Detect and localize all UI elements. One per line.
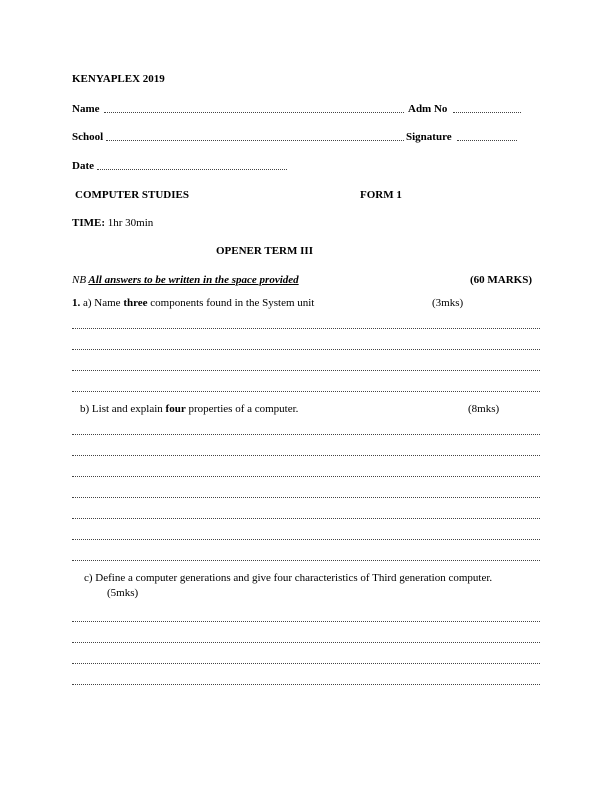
time-label: TIME: bbox=[72, 217, 105, 229]
form-label: FORM 1 bbox=[360, 189, 402, 201]
answer-line[interactable] bbox=[72, 538, 540, 540]
question-1b: b) List and explain four properties of a computer. bbox=[80, 403, 299, 415]
question-1c-marks: (5mks) bbox=[107, 587, 139, 599]
answer-line[interactable] bbox=[72, 327, 540, 329]
question-1a-marks: (3mks) bbox=[432, 297, 464, 309]
answer-line[interactable] bbox=[72, 454, 540, 456]
answer-line[interactable] bbox=[72, 433, 540, 435]
time-value: 1hr 30min bbox=[107, 217, 154, 229]
date-label: Date bbox=[72, 160, 94, 172]
signature-label: Signature bbox=[406, 131, 452, 143]
name-label: Name bbox=[72, 103, 100, 115]
answer-line[interactable] bbox=[72, 517, 540, 519]
answer-line[interactable] bbox=[72, 369, 540, 371]
answer-line[interactable] bbox=[72, 496, 540, 498]
adm-field[interactable] bbox=[453, 111, 521, 113]
question-1b-marks: (8mks) bbox=[468, 403, 500, 415]
answer-line[interactable] bbox=[72, 559, 540, 561]
instructions-text: All answers to be written in the space provided bbox=[88, 274, 299, 286]
instructions bbox=[72, 274, 299, 287]
time-line bbox=[72, 217, 153, 230]
answer-line[interactable] bbox=[72, 348, 540, 350]
total-marks: (60 MARKS) bbox=[470, 274, 533, 286]
name-field[interactable] bbox=[104, 111, 404, 113]
answer-line[interactable] bbox=[72, 475, 540, 477]
date-field[interactable] bbox=[97, 168, 287, 170]
school-field[interactable] bbox=[106, 139, 404, 141]
answer-line[interactable] bbox=[72, 662, 540, 664]
question-1c: c) Define a computer generations and give four characteristics of Third generation computer. bbox=[84, 572, 493, 584]
school-label: School bbox=[72, 131, 104, 143]
nb-label: NB bbox=[72, 274, 87, 286]
adm-label: Adm No bbox=[408, 103, 448, 115]
answer-line[interactable] bbox=[72, 390, 540, 392]
subject-name: COMPUTER STUDIES bbox=[75, 189, 189, 201]
term-title: OPENER TERM III bbox=[216, 245, 313, 257]
question-1a: 1. a) Name three components found in the System unit bbox=[72, 297, 315, 309]
signature-field[interactable] bbox=[457, 139, 517, 141]
answer-line[interactable] bbox=[72, 683, 540, 685]
exam-title: KENYAPLEX 2019 bbox=[72, 73, 165, 85]
answer-line[interactable] bbox=[72, 641, 540, 643]
answer-line[interactable] bbox=[72, 620, 540, 622]
